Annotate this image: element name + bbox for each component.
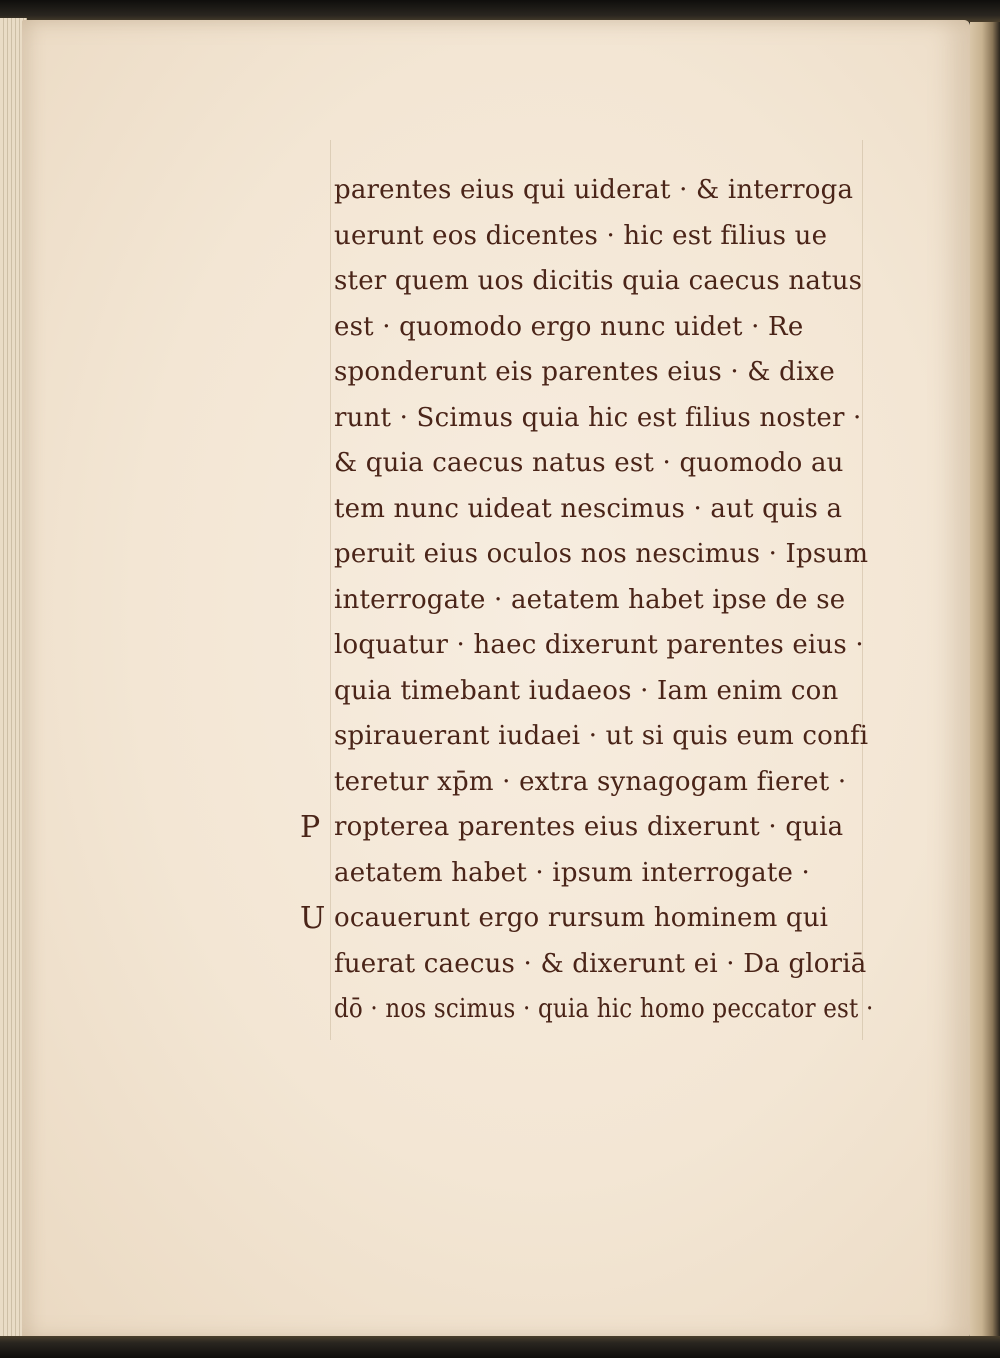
text-line (300, 623, 880, 669)
line-text: ocauerunt ergo rursum hominem qui (334, 903, 829, 933)
text-line (300, 578, 880, 624)
text-line (300, 305, 880, 351)
right-page-edge (970, 22, 1000, 1340)
text-line (300, 760, 880, 806)
text-line (300, 259, 880, 305)
line-text: est · quomodo ergo nunc uidet · Re (334, 311, 804, 342)
text-line (300, 487, 880, 533)
text-line (300, 987, 880, 1033)
line-text: uerunt eos dicentes · hic est filius ue (334, 220, 828, 251)
text-line (300, 851, 880, 897)
line-text: teretur xp̄m · extra synagogam fieret · (334, 766, 847, 797)
line-text: quia timebant iudaeos · Iam enim con (334, 675, 839, 706)
text-line (300, 168, 880, 214)
line-text: dō · nos scimus · quia hic homo peccator est · (334, 994, 874, 1024)
text-line (300, 896, 880, 942)
manuscript-text-block (300, 168, 880, 1033)
text-line (300, 214, 880, 260)
line-text: peruit eius oculos nos nescimus · Ipsum (334, 539, 869, 569)
line-text: loquatur · haec dixerunt parentes eius · (334, 630, 864, 660)
text-line (300, 942, 880, 988)
text-line (300, 805, 880, 851)
text-line (300, 532, 880, 578)
binding-bottom-edge (0, 1336, 1000, 1358)
text-line (300, 714, 880, 760)
initial-letter: P (300, 810, 321, 845)
text-line (300, 669, 880, 715)
text-line (300, 441, 880, 487)
line-text: sponderunt eis parentes eius · & dixe (334, 357, 835, 387)
binding-top-edge (0, 0, 1000, 22)
line-text: fuerat caecus · & dixerunt ei · Da gloriā (334, 948, 867, 979)
line-text: parentes eius qui uiderat · & interroga (334, 175, 854, 205)
line-text: & quia caecus natus est · quomodo au (334, 448, 844, 478)
initial-letter: U (300, 901, 326, 936)
line-text: tem nunc uideat nescimus · aut quis a (334, 493, 843, 524)
text-line (300, 350, 880, 396)
text-line (300, 396, 880, 442)
line-text: ster quem uos dicitis quia caecus natus (334, 266, 863, 296)
line-text: aetatem habet · ipsum interrogate · (334, 857, 810, 888)
line-text: spirauerant iudaei · ut si quis eum confi (334, 721, 869, 751)
line-text: runt · Scimus quia hic est filius noster · (334, 402, 862, 433)
line-text: interrogate · aetatem habet ipse de se (334, 584, 846, 615)
line-text: ropterea parentes eius dixerunt · quia (334, 812, 844, 842)
